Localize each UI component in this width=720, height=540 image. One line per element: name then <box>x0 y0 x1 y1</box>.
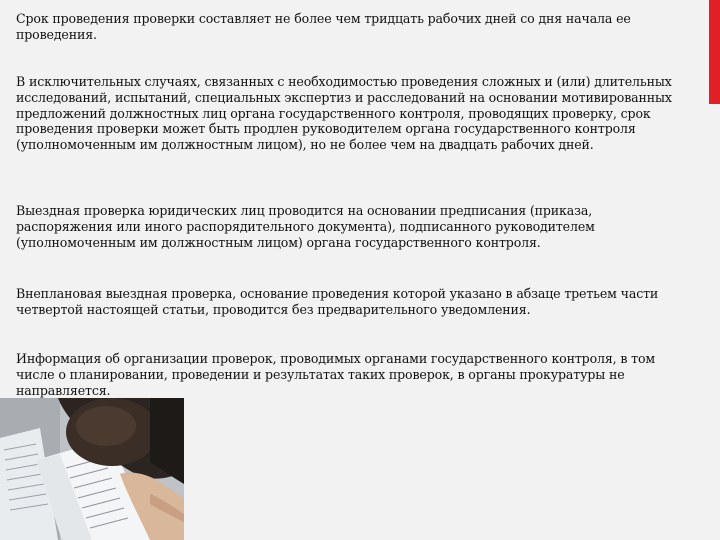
paragraph-onsite-inspection: Выездная проверка юридических лиц проводится на основании предписания (приказа, распоряжения или иного распорядительного документа), подписанного руководителем (уполномоченным им должностным лицом) органа государственного контроля. <box>16 203 595 250</box>
paragraph-prosecutor-info: Информация об организации проверок, проводимых органами государственного контроля, в том числе о планировании, проведении и результатах таких проверок, в органы прокуратуры не направляется. <box>16 351 656 398</box>
paragraph-duration: Срок проведения проверки составляет не более чем тридцать рабочих дней со дня начала ее проведения. <box>16 11 631 42</box>
paragraph-extension: В исключительных случаях, связанных с необходимостью проведения сложных и (или) длительных исследований, испытаний, специальных экспертиз и расследований на основании мотивированных предложений должностных лиц органа государственного контроля, проводящих проверку, срок проведения проверки может быть продлен руководителем органа государственного контроля (уполномоченным им должностным лицом), но не более чем на двадцать рабочих дней. <box>16 74 672 153</box>
paragraph-unscheduled-inspection: Внеплановая выездная проверка, основание проведения которой указано в абзаце третьем части четвертой настоящей статьи, проводится без предварительного уведомления. <box>16 286 659 317</box>
person-with-documents-photo <box>0 398 184 540</box>
accent-bar <box>709 0 720 104</box>
